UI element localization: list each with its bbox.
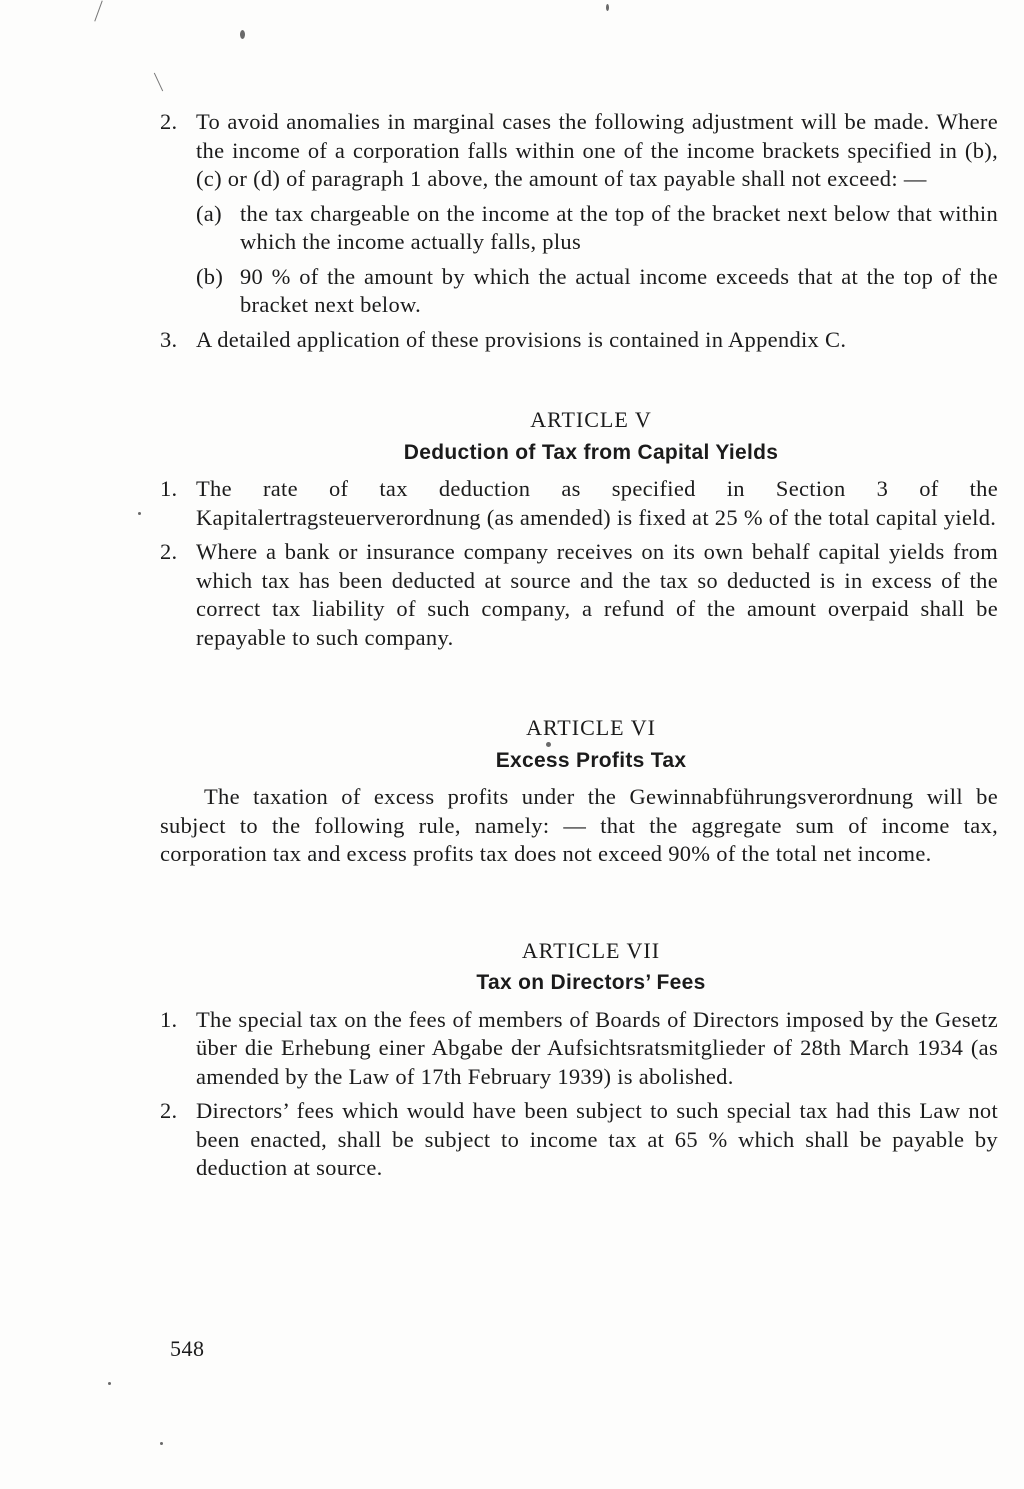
article-7-paragraph-2	[160, 1097, 998, 1183]
article-6-title: Excess Profits Tax	[495, 748, 687, 772]
article-5-label: ARTICLE V	[530, 407, 652, 432]
intro-subitem-b	[160, 263, 998, 320]
article-6-text: The taxation of excess profits under the Gewinnabführungsverordnung will be subject to the following rule, namely: — that the aggregate sum of income tax, corporation tax and excess profits tax does not exceed 90% of the total net income.	[160, 784, 998, 866]
paragraph-text: A detailed application of these provisions is contained in Appendix C.	[196, 326, 847, 352]
paragraph-text: Where a bank or insurance company receives on its own behalf capital yields from which tax has been deducted at source and the tax so deducted is in excess of the correct tax liability of such company, a refund of the amount overpaid shall be repayable to such company.	[196, 539, 998, 650]
page-number: 548	[170, 1336, 205, 1361]
paragraph-number: 1.	[160, 476, 178, 501]
paragraph-number: 2.	[160, 109, 178, 134]
intro-subitem-a	[160, 200, 998, 257]
paragraph-number: 1.	[160, 1006, 178, 1032]
article-5-paragraph-1	[160, 475, 998, 532]
scan-mark	[94, 0, 102, 21]
paragraph-text: Directors’ fees which would have been subject to such special tax had this Law not been enacted, shall be subject to income tax at 65 % which shall be payable by deduction at source.	[196, 1098, 998, 1180]
scan-mark	[240, 30, 245, 39]
article-7-label: ARTICLE VII	[521, 937, 661, 963]
article-7-title: Tax on Directors’ Fees	[476, 971, 706, 994]
paragraph-text: The special tax on the fees of members of Boards of Directors imposed by the Gesetz über die Erhebung einer Abgabe der Aufsichtsratsmitglieder of 28th March 1934 (as amended by the Law of 17th February 1939) is abolished.	[196, 1006, 998, 1089]
article-5-paragraph-2	[160, 538, 998, 652]
document-body	[160, 108, 998, 1189]
paragraph-number: 3.	[160, 326, 178, 352]
article-5-title: Deduction of Tax from Capital Yields	[403, 440, 779, 464]
intro-paragraph-2	[160, 108, 998, 194]
scan-mark	[160, 1442, 163, 1445]
paragraph-number: 2.	[160, 1098, 178, 1123]
subitem-number: (b)	[196, 263, 224, 289]
article-6-label: ARTICLE VI	[526, 715, 656, 740]
scan-mark	[108, 1382, 111, 1385]
subitem-number: (a)	[196, 200, 222, 226]
intro-paragraph-3	[160, 326, 998, 355]
paragraph-number: 2.	[160, 539, 178, 564]
article-7-paragraph-1	[160, 1006, 998, 1092]
subitem-text: 90 % of the amount by which the actual income exceeds that at the top of the bracket next below.	[240, 263, 998, 317]
scan-mark	[606, 4, 609, 11]
scan-mark	[138, 512, 141, 515]
paragraph-text: The rate of tax deduction as specified in Section 3 of the Kapitalertragsteuerverordnung (as amended) is fixed at 25 % of the total capital yield.	[196, 476, 998, 530]
scan-mark	[154, 73, 163, 92]
subitem-text: the tax chargeable on the income at the top of the bracket next below that within which the income actually falls, plus	[240, 200, 998, 254]
paragraph-text: To avoid anomalies in marginal cases the following adjustment will be made. Where the income of a corporation falls within one of the income brackets specified in (b), (c) or (d) of paragraph 1 above, the amount of tax payable shall not exceed: —	[196, 109, 998, 191]
